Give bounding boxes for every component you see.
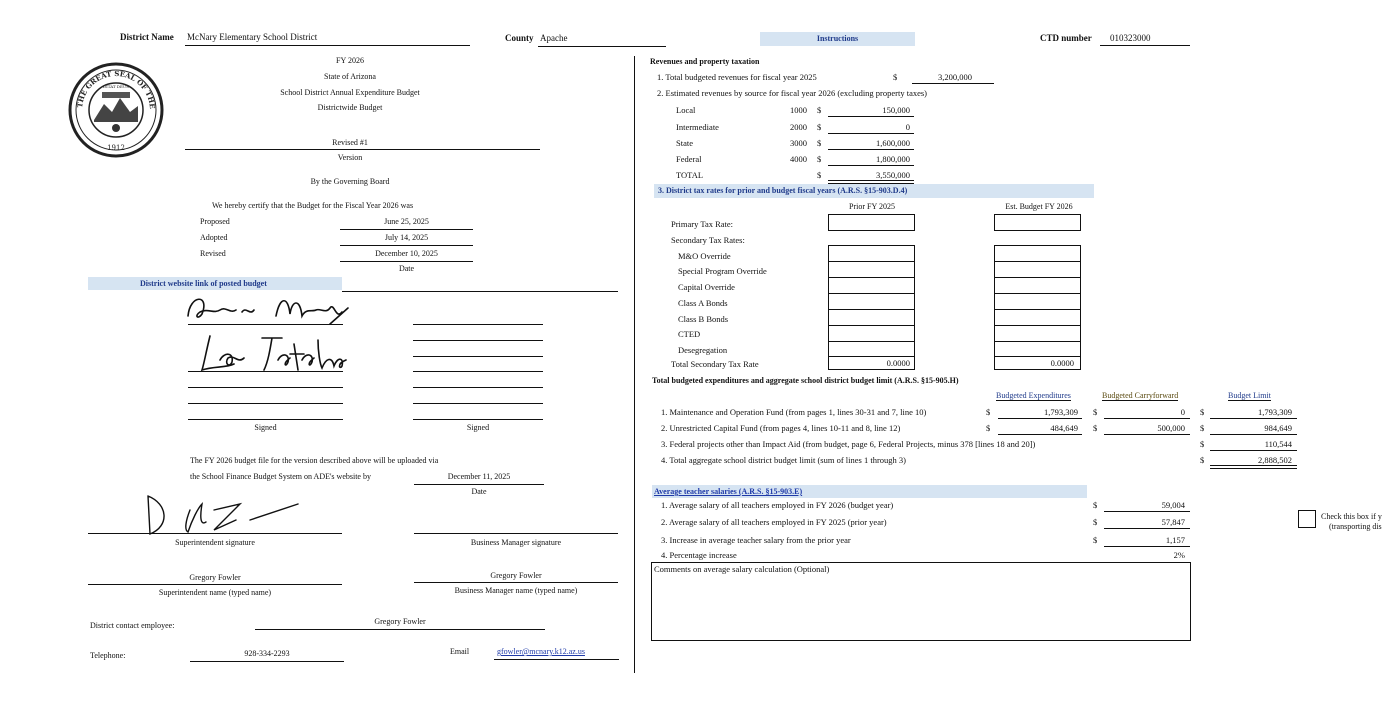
rev-state-underline [828,149,914,150]
rev-local-name: Local [676,105,696,115]
rev-line1-cur: $ [893,72,898,82]
tax-item-capital-override: Capital Override [678,282,735,292]
exp-row1-label: 1. Maintenance and Operation Fund (from pages 1, lines 30-31 and 7, line 10) [661,407,927,417]
board-sig-line-2 [188,371,343,372]
rev-line1-value: 3,200,000 [938,72,972,82]
sal-row2-label: 2. Average salary of all teachers employed in FY 2025 (prior year) [661,517,887,527]
exp-row3-label: 3. Federal projects other than Impact Aid (from budget, page 6, Federal Projects, minus 378 [lines 18 and 20]) [661,439,1036,449]
sal-row3-label: 3. Increase in average teacher salary from the prior year [661,535,851,545]
rev-state-amount: 1,600,000 [876,138,910,148]
title-revision: Revised #1 [332,138,368,147]
sal-row2-value: 57,847 [1161,517,1185,527]
tax-est-row-sep [994,293,1081,294]
tax-prior-row-sep [828,293,915,294]
exp-row1-exp-underline [998,418,1082,419]
sal-row2-underline [1104,528,1190,529]
county-value: Apache [540,33,568,43]
rev-local-cur: $ [817,105,822,115]
exp-row2-limit: 984,649 [1264,423,1292,433]
right-sig-line-7 [413,419,543,420]
ctd-value: 010323000 [1110,33,1151,43]
rev-state-code: 3000 [790,138,807,148]
exp-row4-limit-underline [1210,465,1297,469]
salary-comments-label: Comments on average salary calculation (Optional) [654,564,830,574]
upload-line2: the School Finance Budget System on ADE's website by [190,472,371,481]
proposed-underline [340,229,473,230]
tax-prior-row-sep [828,309,915,310]
tax-item-class-a-bonds: Class A Bonds [678,298,728,308]
exp-row1-carry-cur: $ [1093,407,1098,417]
certify-revised-label: Revised [200,249,226,258]
title-version-label: Version [337,153,363,162]
exp-row3-limit-underline [1210,450,1297,451]
tax-prior-row-sep [828,341,915,342]
exp-row2-limit-cur: $ [1200,423,1205,433]
county-underline [538,46,666,47]
tax-prior-row-sep [828,277,915,278]
exp-row1-limit-underline [1210,418,1297,419]
email-line [494,659,619,660]
supt-name-label: Superintendent name (typed name) [158,588,272,597]
exp-col-limit: Budget Limit [1228,391,1271,400]
sal-row3-cur: $ [1093,535,1098,545]
district-name-value: McNary Elementary School District [187,32,318,42]
rev-intermediate-name: Intermediate [676,122,719,132]
revised-underline [340,261,473,262]
bm-name: Gregory Fowler [490,571,542,580]
ctd-label: CTD number [1040,33,1092,43]
title-by-board: By the Governing Board [310,177,390,186]
tax-total-label: Total Secondary Tax Rate [671,359,759,369]
right-sig-line-6 [413,403,543,404]
board-sig-line-3 [188,387,343,388]
tax-item-special-program: Special Program Override [678,266,767,276]
arizona-seal-icon [64,55,164,158]
bm-sig-label: Business Manager signature [470,538,562,547]
rev-intermediate-underline [828,133,914,134]
exp-row2-carry: 500,000 [1157,423,1185,433]
sal-row4-value: 2% [1173,550,1185,560]
right-sig-line-4 [413,371,543,372]
phone-line [190,661,344,662]
exp-row2-exp: 484,649 [1050,423,1078,433]
title-state: State of Arizona [324,72,376,81]
tax-primary-est-input[interactable] [994,214,1081,231]
seal-year: 1912 [107,144,125,152]
certify-adopted-date: July 14, 2025 [384,233,429,242]
exp-row1-carry-underline [1104,418,1190,419]
exp-row4-limit: 2,888,502 [1258,455,1292,465]
board-signature-1-icon [180,286,360,336]
tax-prior-row-sep [828,325,915,326]
right-sig-line-3 [413,356,543,357]
seal-motto: DITAT DEUS [102,84,130,89]
exp-row1-exp-cur: $ [986,407,991,417]
signed-label-right: Signed [466,423,490,432]
district-name-label: District Name [120,32,174,42]
rev-line1-underline [912,83,994,84]
supt-name-line [88,584,342,585]
instructions-link[interactable]: Instructions [816,34,859,43]
right-sig-line-2 [413,340,543,341]
right-sig-line-5 [413,387,543,388]
sal-row1-underline [1104,511,1190,512]
rev-line2-label: 2. Estimated revenues by source for fiscal year 2026 (excluding property taxes) [657,88,928,98]
title-fy: FY 2026 [336,56,364,65]
sal-row1-value: 59,004 [1161,500,1185,510]
rev-local-code: 1000 [790,105,807,115]
exp-row2-carry-cur: $ [1093,423,1098,433]
rev-total-label: TOTAL [676,170,704,180]
upload-date-underline [414,484,544,485]
center-divider [634,56,635,673]
website-label: District website link of posted budget [140,279,267,288]
exp-row2-exp-cur: $ [986,423,991,433]
tax-prior-row-sep [828,261,915,262]
tax-primary-prior-input[interactable] [828,214,915,231]
exp-row1-limit-cur: $ [1200,407,1205,417]
upload-date-label: Date [471,487,487,496]
exp-col-budgeted: Budgeted Expenditures [996,391,1071,400]
exp-row1-carry: 0 [1180,407,1185,417]
rev-federal-name: Federal [676,154,702,164]
title-doc: School District Annual Expenditure Budget [280,88,420,97]
tax-total-prior-value: 0.0000 [886,358,910,368]
certify-proposed-label: Proposed [200,217,230,226]
certify-revised-date: December 10, 2025 [375,249,438,258]
rev-state-cur: $ [817,138,822,148]
supt-name: Gregory Fowler [189,573,241,582]
ctd-underline [1100,45,1190,46]
tax-primary-label: Primary Tax Rate: [671,219,734,229]
exp-row1-exp: 1,793,309 [1044,407,1078,417]
exp-col-carry: Budgeted Carryforward [1102,391,1179,400]
contact-name: Gregory Fowler [374,617,426,626]
sal-row2-cur: $ [1093,517,1098,527]
rev-federal-underline [828,165,914,166]
rev-federal-code: 4000 [790,154,807,164]
bm-name-label: Business Manager name (typed name) [454,586,578,595]
board-sig-line-5 [188,419,343,420]
tax-col-prior: Prior FY 2025 [849,202,895,211]
tax-total-est-value: 0.0000 [1050,358,1074,368]
upload-date: December 11, 2025 [447,472,511,481]
rev-federal-amount: 1,800,000 [876,154,910,164]
signed-label-left: Signed [254,423,277,432]
tax-est-row-sep [994,261,1081,262]
bm-name-line [414,582,618,583]
rev-line1-label: 1. Total budgeted revenues for fiscal year 2025 [657,72,817,82]
expenditures-heading: Total budgeted expenditures and aggregate school district budget limit (A.R.S. §15-905.H) [652,376,959,385]
email-label: Email [450,647,470,656]
sal-row1-cur: $ [1093,500,1098,510]
board-sig-line-4 [188,403,343,404]
rev-local-underline [828,116,914,117]
tax-item-mo-override: M&O Override [678,251,731,261]
exp-row1-limit: 1,793,309 [1258,407,1292,417]
title-scope: Districtwide Budget [317,103,383,112]
rev-state-name: State [676,138,693,148]
exp-row3-limit: 110,544 [1264,439,1292,449]
checkbox-label-line1: Check this box if y [1321,512,1382,521]
rev-federal-cur: $ [817,154,822,164]
supt-sig-label: Superintendent signature [175,538,255,547]
salaries-heading[interactable]: Average teacher salaries (A.R.S. §15-903.E) [654,487,803,496]
exp-row2-label: 2. Unrestricted Capital Fund (from pages 4, lines 10-11 and 8, line 12) [661,423,901,433]
sal-row3-underline [1104,546,1190,547]
superintendent-signature-icon [140,490,310,538]
exp-row4-limit-cur: $ [1200,455,1205,465]
county-label: County [505,33,534,43]
phone-value: 928-334-2293 [244,649,290,658]
tax-heading: 3. District tax rates for prior and budget fiscal years (A.R.S. §15-903.D.4) [658,186,908,195]
rev-local-amount: 150,000 [882,105,910,115]
certify-statement: We hereby certify that the Budget for the Fiscal Year 2026 was [212,201,414,210]
certify-adopted-label: Adopted [200,233,228,242]
board-sig-line-1 [188,324,343,325]
tax-item-desegregation: Desegregation [678,345,728,355]
tax-est-row-sep [994,277,1081,278]
seal-text: THE GREAT SEAL OF THE STATE OF ARIZONA [64,55,158,110]
rev-intermediate-amount: 0 [905,122,910,132]
tax-col-est: Est. Budget FY 2026 [1005,202,1073,211]
revision-underline [185,149,540,150]
adopted-underline [340,245,473,246]
exp-row3-limit-cur: $ [1200,439,1205,449]
website-underline[interactable] [342,291,618,292]
email-link[interactable]: gfowler@mcnary.k12.az.us [497,647,585,656]
tax-est-row-sep [994,325,1081,326]
exp-row2-limit-underline [1210,434,1297,435]
tax-est-row-sep [994,309,1081,310]
contact-label: District contact employee: [90,621,175,630]
supt-sig-line [88,533,342,534]
tax-item-cted: CTED [678,329,701,339]
exp-row4-label: 4. Total aggregate school district budget limit (sum of lines 1 through 3) [661,455,906,465]
revenues-heading: Revenues and property taxation [650,57,760,66]
contact-line [255,629,545,630]
upload-line1: The FY 2026 budget file for the version described above will be uploaded via [190,456,439,465]
rev-total-amount: 3,550,000 [876,170,910,180]
checkbox-label-line2: (transporting dis [1329,522,1382,531]
bm-sig-line [414,533,618,534]
tax-est-row-sep [994,341,1081,342]
sal-row4-label: 4. Percentage increase [661,550,737,560]
rev-intermediate-cur: $ [817,122,822,132]
sal-row3-value: 1,157 [1165,535,1185,545]
exp-row2-carry-underline [1104,434,1190,435]
certify-date-label: Date [398,264,415,273]
right-sig-line-1 [413,324,543,325]
rev-total-cur: $ [817,170,822,180]
tax-item-class-b-bonds: Class B Bonds [678,314,729,324]
certify-proposed-date: June 25, 2025 [384,217,429,226]
tax-secondary-label: Secondary Tax Rates: [671,235,745,245]
sal-row1-label: 1. Average salary of all teachers employed in FY 2026 (budget year) [661,500,894,510]
district-name-underline [185,45,470,46]
exp-row2-exp-underline [998,434,1082,435]
rev-intermediate-code: 2000 [790,122,807,132]
phone-label: Telephone: [90,651,126,660]
transport-checkbox[interactable] [1298,510,1316,528]
